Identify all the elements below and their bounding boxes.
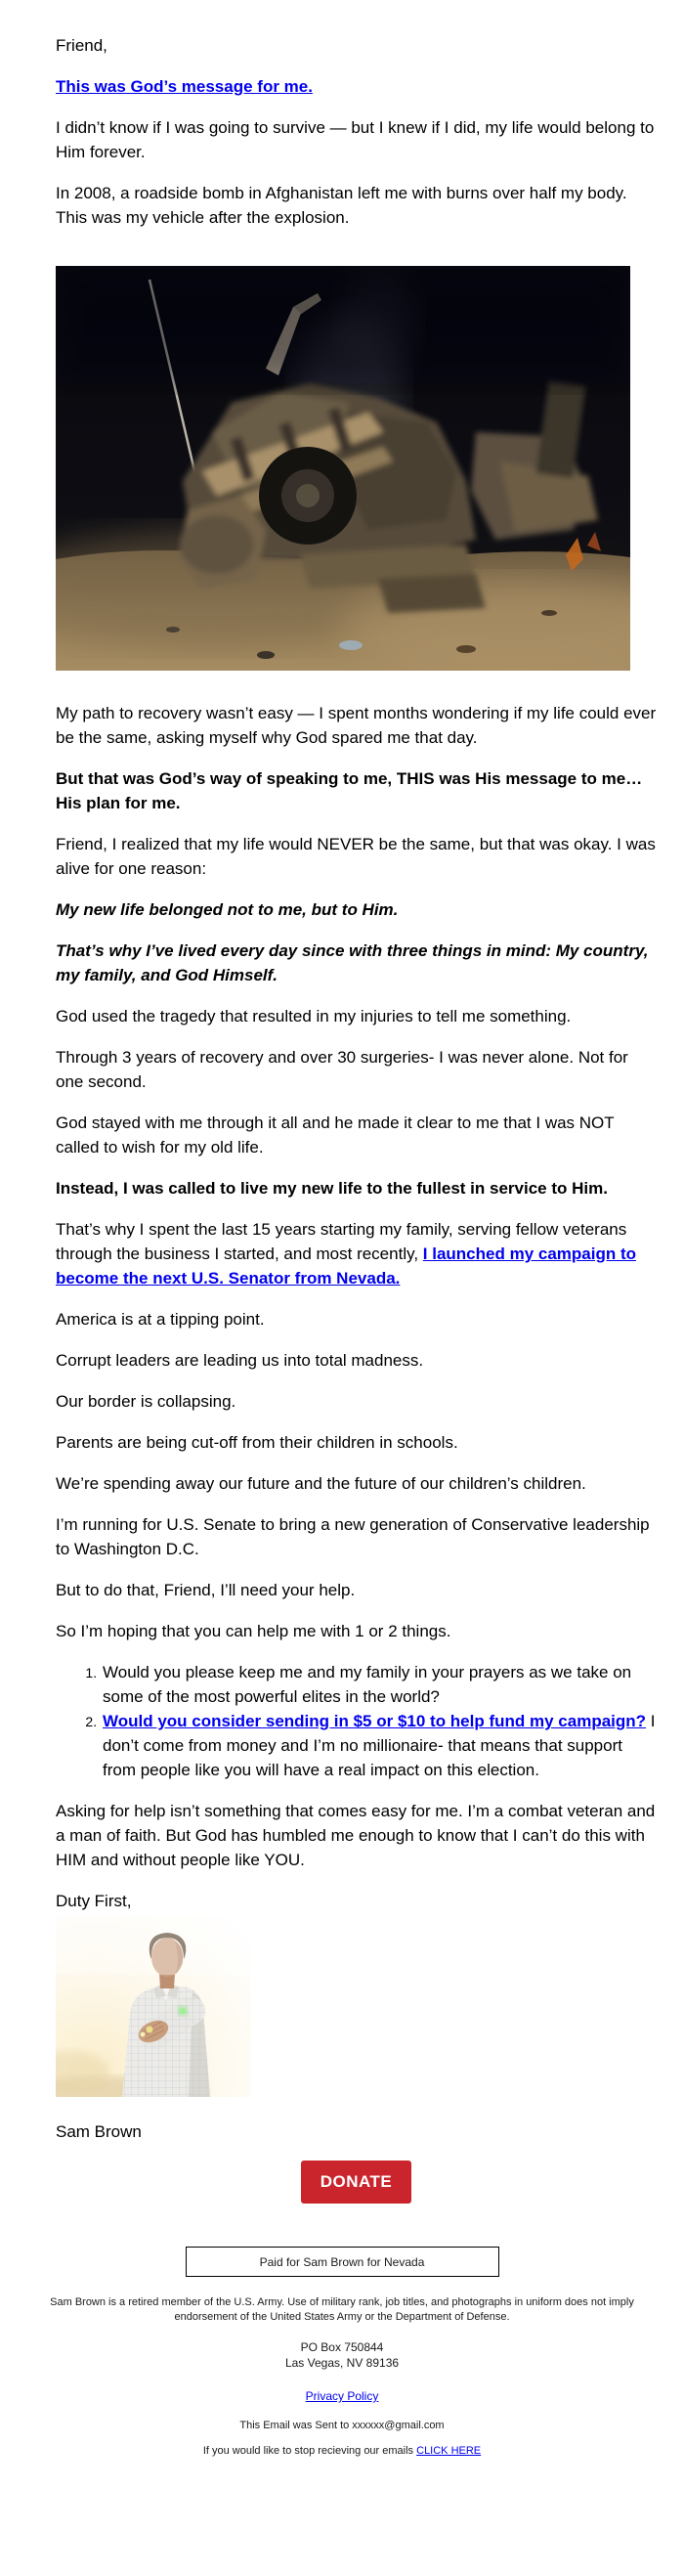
unsubscribe-text: If you would like to stop recieving our emails <box>202 2445 417 2457</box>
paragraph-corrupt-leaders: Corrupt leaders are leading us into total madness. <box>56 1351 424 1370</box>
paragraph-belonged: My new life belonged not to me, but to Him. <box>56 900 399 919</box>
paragraph-parents: Parents are being cut-off from their children in schools. <box>56 1433 458 1452</box>
unsubscribe-link[interactable]: CLICK HERE <box>416 2445 482 2457</box>
donate-section <box>56 2161 657 2204</box>
paragraph-never-same: Friend, I realized that my life would NEVER be the same, but that was okay. I was alive for one reason: <box>56 835 656 878</box>
address-line1: PO Box 750844 <box>300 2340 384 2354</box>
greeting: Friend, <box>56 36 107 55</box>
paragraph-recovery: Through 3 years of recovery and over 30 surgeries- I was never alone. Not for one second. <box>56 1048 628 1091</box>
paragraph-border: Our border is collapsing. <box>56 1392 236 1411</box>
sam-brown-photo <box>56 1916 251 2097</box>
paragraph-running: I’m running for U.S. Senate to bring a new generation of Conservative leadership to Washington D.C. <box>56 1515 650 1558</box>
paragraph-2008: In 2008, a roadside bomb in Afghanistan left me with burns over half my body. This was my vehicle after the explosion. <box>56 184 627 227</box>
ask-item1-text: Would you please keep me and my family in your prayers as we take on some of the most powerful elites in the world? <box>103 1663 632 1706</box>
ask-list-item-prayers <box>101 1660 657 1709</box>
paragraph-path: My path to recovery wasn’t easy — I spent months wondering if my life could ever be the same, asking myself why God spared me that day. <box>56 704 657 747</box>
army-disclaimer: Sam Brown is a retired member of the U.S. Army. Use of military rank, job titles, and photographs in uniform does not imply endorsement of the United States Army or the Department of Defense. <box>50 2296 634 2323</box>
paragraph-need-help: But to do that, Friend, I’ll need your help. <box>56 1581 356 1599</box>
paragraph-gods-way: But that was God’s way of speaking to me, THIS was His message to me…His plan for me. <box>56 769 643 812</box>
ask-list-item-donate <box>101 1709 657 1782</box>
paragraph-survive: I didn’t know if I was going to survive — but I knew if I did, my life would belong to Him forever. <box>56 118 655 161</box>
unsubscribe-line <box>0 2445 684 2467</box>
wreckage-photo <box>56 266 630 671</box>
paid-for-text: Paid for Sam Brown for Nevada <box>259 2254 425 2269</box>
campaign-link[interactable]: I launched my campaign to become the next U.S. Senator from Nevada. <box>56 1244 636 1288</box>
sent-to-text: This Email was Sent to xxxxxx@gmail.com <box>239 2420 445 2431</box>
paragraph-tragedy: God used the tragedy that resulted in my injuries to tell me something. <box>56 1007 572 1026</box>
paragraph-hoping: So I’m hoping that you can help me with 1 or 2 things. <box>56 1622 451 1640</box>
paragraph-instead: Instead, I was called to live my new life to the fullest in service to Him. <box>56 1179 608 1198</box>
email-footer <box>0 2247 684 2467</box>
paragraph-three-things: That’s why I’ve lived every day since with three things in mind: My country, my family, and God Himself. <box>56 941 649 984</box>
paragraph-asking: Asking for help isn’t something that comes easy for me. I’m a combat veteran and a man of faith. But God has humbled me enough to know that I can’t do this with HIM and without people like YOU. <box>56 1802 656 1869</box>
paid-for-disclaimer-box <box>186 2247 499 2277</box>
ask-list <box>56 1660 657 1782</box>
donate-button[interactable]: DONATE <box>301 2161 412 2204</box>
address-line2: Las Vegas, NV 89136 <box>284 2356 400 2370</box>
paragraph-tipping-point: America is at a tipping point. <box>56 1310 265 1329</box>
paragraph-15-years <box>56 1217 657 1290</box>
paragraph-15-years-text: That’s why I spent the last 15 years starting my family, serving fellow veterans through the business I started, and most recently, <box>56 1220 627 1263</box>
gods-message-link[interactable]: This was God’s message for me. <box>56 77 313 96</box>
privacy-policy-link[interactable]: Privacy Policy <box>305 2389 379 2403</box>
ask-item2-text: I don’t come from money and I’m no millionaire- that means that support from people like you will have a real impact on this election. <box>103 1712 656 1779</box>
paragraph-stayed: God stayed with me through it all and he made it clear to me that I was NOT called to wish for my old life. <box>56 1113 615 1157</box>
signature: Sam Brown <box>56 2122 142 2141</box>
paragraph-spending: We’re spending away our future and the future of our children’s children. <box>56 1474 586 1493</box>
mailing-address <box>0 2339 684 2371</box>
fund-campaign-link[interactable]: Would you consider sending in $5 or $10 to help fund my campaign? <box>103 1712 647 1730</box>
closing: Duty First, <box>56 1892 132 1910</box>
